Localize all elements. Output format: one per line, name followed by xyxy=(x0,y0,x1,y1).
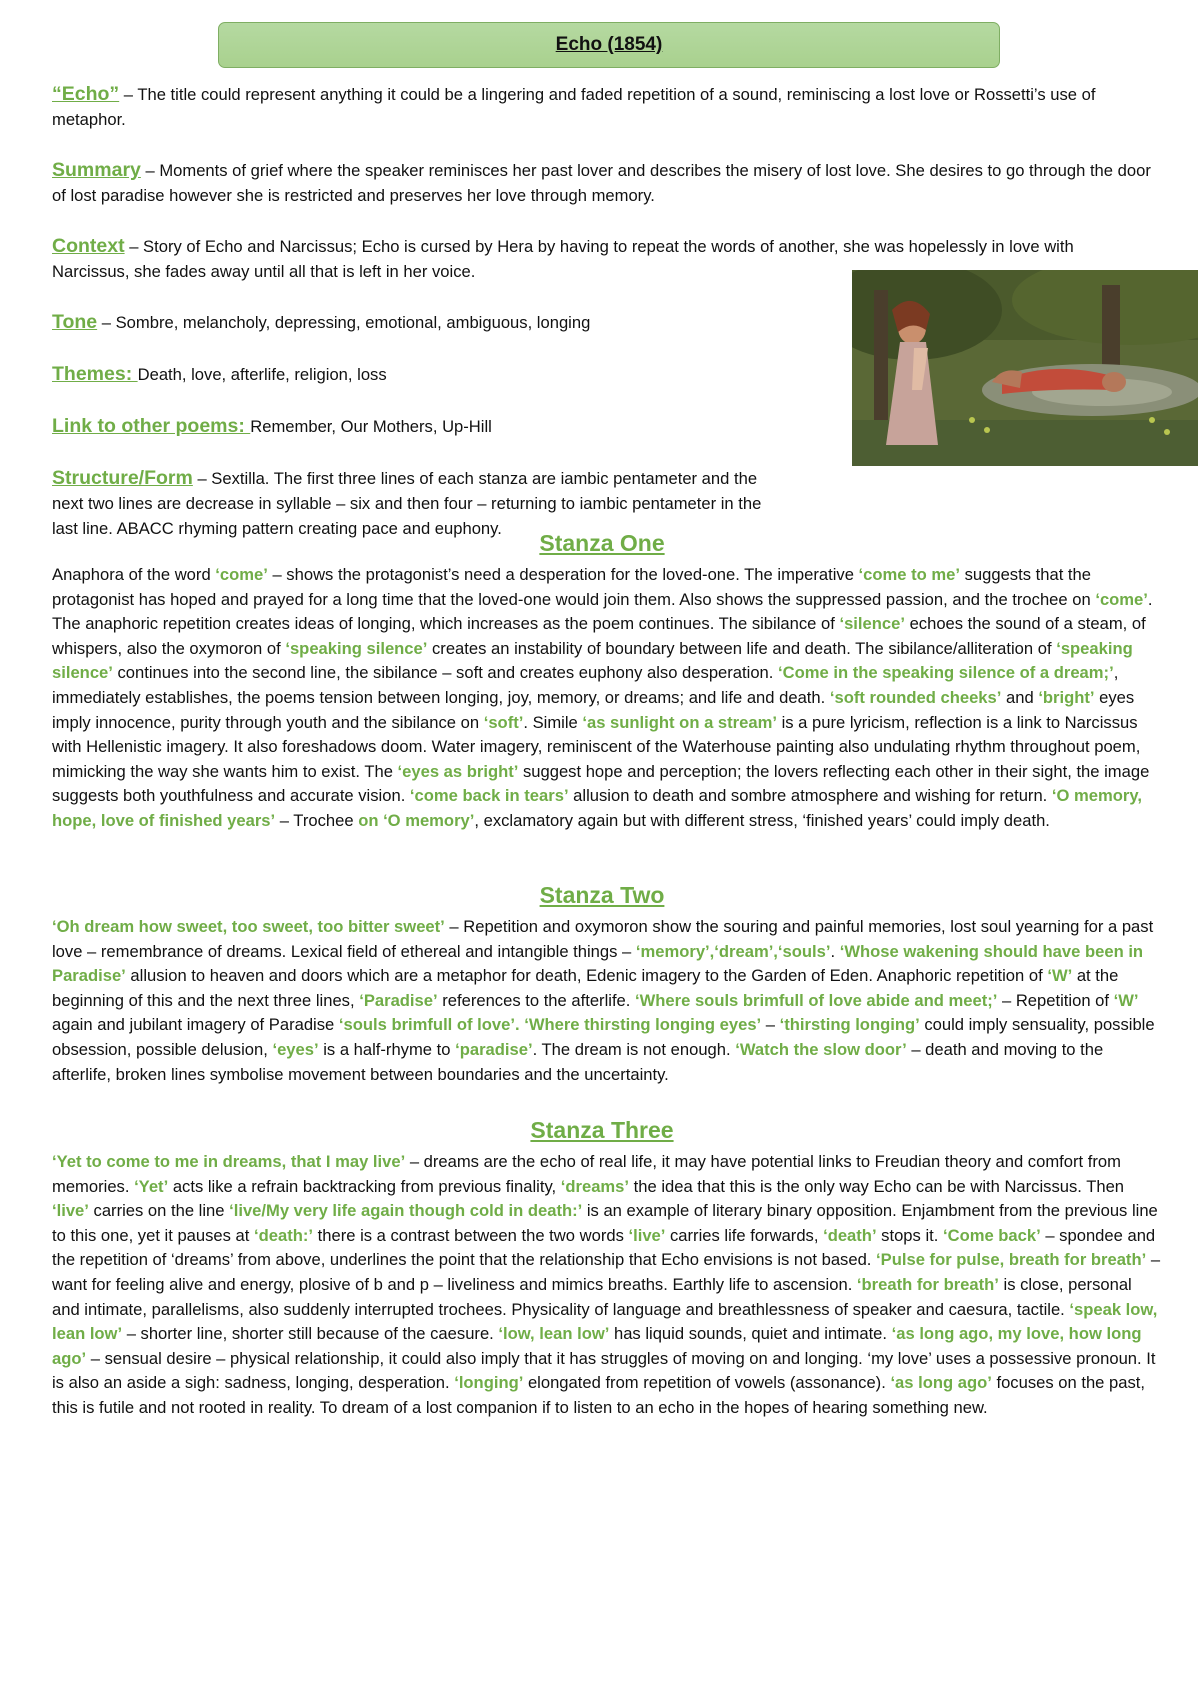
analysis-text: again and jubilant imagery of Paradise xyxy=(52,1015,339,1035)
analysis-text: . xyxy=(830,941,840,961)
summary-text: – Moments of grief where the speaker reminisces her past lover and describes the misery of lost love. She desires to go through the door of lost paradise however she is restricted and preserves her love through memory. xyxy=(52,161,1151,205)
quotation: ‘Paradise’ xyxy=(359,990,438,1010)
analysis-text: focuses on the past, this is futile and not rooted in reality. To dream of a lost companion if to listen to an echo in the hopes of hearing something new. xyxy=(52,1373,1145,1417)
analysis-text: the idea that this is the only way Echo can be with Narcissus. Then xyxy=(629,1176,1125,1196)
summary-paragraph xyxy=(52,158,1152,208)
analysis-text: carries life forwards, xyxy=(665,1225,824,1245)
quotation: ‘live’ xyxy=(52,1201,89,1221)
stanza-two-heading: Stanza Two xyxy=(539,882,665,908)
stanza-two-text xyxy=(52,915,1162,1087)
quotation: ‘Yet’ xyxy=(134,1176,169,1196)
echo-narcissus-painting-icon xyxy=(852,270,1198,466)
analysis-text: echoes the sound of a steam, of whispers, also the oxymoron of xyxy=(52,614,1146,658)
quotation: ‘live/My very life again though cold in death:’ xyxy=(229,1201,583,1221)
analysis-text: eyes imply innocence, purity through youth and the sibilance on xyxy=(52,687,1135,732)
quotation: ‘eyes’ xyxy=(272,1039,319,1059)
quotation: ‘paradise’ xyxy=(455,1039,533,1059)
stanza-three-heading: Stanza Three xyxy=(530,1117,674,1143)
analysis-text: . The anaphoric repetition creates ideas of longing, which increases as the poem continues. The sibilance of xyxy=(52,589,1153,634)
quotation: ‘soft rounded cheeks’ xyxy=(829,687,1002,707)
analysis-text: continues into the second line, the sibilance – soft and creates euphony also desperation. xyxy=(112,663,779,683)
quotation: ‘as long ago, my love, how long ago’ xyxy=(52,1324,1142,1368)
analysis-text: allusion to heaven and doors which are a metaphor for death, Edenic imagery to the Garden of Eden. Anaphoric repetition of xyxy=(125,966,1048,986)
quotation: ‘soft’ xyxy=(483,712,524,732)
analysis-text: is a pure lyricism, reflection is a link to Narcissus with Hellenistic imagery. It also foreshadows doom. Water imagery, reminiscent of the Waterhouse painting also undulating rhythm throughout poem, mimicking the way she wants him to exist. The xyxy=(52,712,1141,781)
painting-image xyxy=(852,270,1198,466)
themes-label: Themes: xyxy=(52,363,138,385)
tone-label: Tone xyxy=(52,311,98,333)
analysis-text: – death and moving to the afterlife, broken lines symbolise movement between boundaries and the uncertainty. xyxy=(52,1039,1104,1084)
quotation: ‘Where souls brimfull of love abide and meet;’ xyxy=(635,990,998,1010)
analysis-text: . The dream is not enough. xyxy=(532,1039,736,1059)
analysis-text: – dreams are the echo of real life, it may have potential links to Freudian theory and comfort from memories. xyxy=(52,1152,1121,1196)
quotation: ‘breath for breath’ xyxy=(856,1274,999,1294)
analysis-text: – want for feeling alive and energy, plosive of b and p – liveliness and mimics breaths. Earthly life to ascension. xyxy=(52,1250,1161,1294)
context-text: – Story of Echo and Narcissus; Echo is cursed by Hera by having to repeat the words of another, she was hopelessly in love with Narcissus, she fades away until all that is left in her voice. xyxy=(52,237,1074,281)
analysis-text: creates an instability of boundary between life and death. The sibilance/alliteration of xyxy=(427,638,1057,658)
stanza-one-heading: Stanza One xyxy=(539,530,665,556)
analysis-text: carries on the line xyxy=(88,1201,230,1221)
context-label: Context xyxy=(52,235,125,257)
quotation: ‘W’ xyxy=(1113,990,1139,1010)
quotation: ‘eyes as bright’ xyxy=(397,761,519,781)
quotation: ‘live’ xyxy=(628,1225,666,1245)
links-text: Remember, Our Mothers, Up-Hill xyxy=(250,417,492,436)
quotation: ‘as long ago’ xyxy=(890,1373,992,1393)
quotation: ‘dreams’ xyxy=(560,1176,630,1196)
analysis-text: has liquid sounds, quiet and intimate. xyxy=(609,1324,892,1344)
links-label: Link to other poems: xyxy=(52,415,251,437)
quotation: ‘W’ xyxy=(1047,966,1073,986)
quotation: ‘thirsting longing’ xyxy=(779,1015,920,1035)
analysis-text: is an example of literary binary opposition. Enjambment from the previous line to this one, yet it pauses at xyxy=(52,1201,1158,1245)
analysis-text: , immediately establishes, the poems tension between longing, joy, memory, or dreams; and life and death. xyxy=(52,663,1119,707)
quotation: ‘speaking silence’ xyxy=(285,638,428,658)
quotation: ‘death’ xyxy=(823,1225,877,1245)
analysis-text: suggests that the protagonist has hoped and prayed for a long time that the loved-one would join them. Also shows the suppressed passion, and the trochee on xyxy=(52,565,1096,609)
quotation: ‘Come in the speaking silence of a dream;’ xyxy=(778,663,1114,683)
analysis-text: – shorter line, shorter still because of the caesure. xyxy=(122,1324,499,1344)
quotation: ‘Watch the slow door’ xyxy=(735,1039,907,1059)
analysis-text: allusion to death and sombre atmosphere and wishing for return. xyxy=(568,786,1052,806)
quotation: ‘bright’ xyxy=(1038,687,1095,707)
analysis-text: could imply sensuality, possible obsession, possible delusion, xyxy=(52,1015,1155,1059)
analysis-text: – spondee and the repetition of ‘dreams’ from above, underlines the point that the relationship that Echo envisions is not based. xyxy=(52,1225,1156,1270)
quotation: ‘come’ xyxy=(1095,589,1148,609)
quotation: ‘silence’ xyxy=(839,614,905,634)
analysis-text: at the beginning of this and the next three lines, xyxy=(52,966,1119,1010)
quotation: ‘longing’ xyxy=(454,1373,524,1393)
tone-text: – Sombre, melancholy, depressing, emotional, ambiguous, longing xyxy=(97,313,591,332)
page-title: Echo (1854) xyxy=(555,34,663,55)
analysis-text: – shows the protagonist’s need a desperation for the loved-one. The imperative xyxy=(267,565,859,584)
themes-text: Death, love, afterlife, religion, loss xyxy=(137,365,387,384)
analysis-text: Anaphora of the word xyxy=(52,565,216,584)
quotation: ‘low, lean low’ xyxy=(498,1324,610,1344)
quotation: ‘Pulse for pulse, breath for breath’ xyxy=(876,1250,1147,1270)
summary-label: Summary xyxy=(52,159,141,181)
analysis-text: – Repetition and oxymoron show the souring and painful memories, lost soul yearning for a past love – remembrance of dreams. Lexical field of ethereal and intangible things – xyxy=(52,917,1154,961)
echo-label: “Echo” xyxy=(52,83,120,105)
quotation: ‘memory’,‘dream’,‘souls’ xyxy=(635,941,831,961)
themes-paragraph xyxy=(52,362,782,387)
quotation: ‘Yet to come to me in dreams, that I may live’ xyxy=(52,1152,406,1171)
stanza-one-text xyxy=(52,563,1162,834)
analysis-text: – xyxy=(761,1015,780,1035)
quotation: ‘speak low, lean low’ xyxy=(52,1299,1158,1344)
stanza-three-text xyxy=(52,1150,1162,1421)
quotation: ‘as sunlight on a stream’ xyxy=(582,712,777,732)
links-paragraph xyxy=(52,414,782,439)
tone-paragraph xyxy=(52,310,782,335)
echo-paragraph xyxy=(52,82,1152,132)
quotation: ‘Come back’ xyxy=(942,1225,1041,1245)
analysis-text: is close, personal and intimate, parallelisms, also suddenly interrupted trochees. Physicality of language and breathlessness of speaker and caesura, tactile. xyxy=(52,1274,1132,1319)
analysis-text: there is a contrast between the two words xyxy=(313,1225,629,1245)
quotation: ‘souls brimfull of love’. ‘Where thirsting longing eyes’ xyxy=(338,1015,762,1035)
analysis-text: . Simile xyxy=(523,712,583,732)
quotation: ‘death:’ xyxy=(254,1225,314,1245)
analysis-text: is a half-rhyme to xyxy=(318,1039,456,1059)
quotation: ‘speaking silence’ xyxy=(52,638,1133,683)
analysis-text: stops it. xyxy=(876,1225,943,1245)
structure-text: – Sextilla. The first three lines of each stanza are iambic pentameter and the next two lines are decrease in syllable – six and then four – returning to iambic pentameter in the last line. ABACC rhyming pattern creating pace and euphony. xyxy=(52,469,762,538)
analysis-text: and xyxy=(1001,687,1039,707)
quotation: ‘Whose wakening should have been in Paradise’ xyxy=(52,941,1144,986)
quotation: ‘come’ xyxy=(215,565,268,584)
quotation: ‘come back in tears’ xyxy=(409,786,569,806)
analysis-text: acts like a refrain backtracking from previous finality, xyxy=(168,1176,561,1196)
analysis-text: suggest hope and perception; the lovers reflecting each other in their sight, the image suggests both youthfulness and accurate vision. xyxy=(52,761,1150,806)
analysis-text: references to the afterlife. xyxy=(437,990,636,1010)
quotation: on ‘O memory’ xyxy=(358,810,475,830)
quotation: ‘Oh dream how sweet, too sweet, too bitter sweet’ xyxy=(52,917,445,936)
analysis-text: – sensual desire – physical relationship, it could also imply that it has struggles of moving on and longing. ‘my love’ uses a possessive pronoun. It is also an aside a sigh: sadness, longing, desperation. xyxy=(52,1348,1156,1393)
quotation: ‘O memory, hope, love of finished years’ xyxy=(52,786,1142,830)
analysis-text: , exclamatory again but with different stress, ‘finished years’ could imply death. xyxy=(474,810,1050,830)
analysis-text: elongated from repetition of vowels (assonance). xyxy=(523,1373,891,1393)
analysis-text: – Trochee xyxy=(275,810,359,830)
echo-text: – The title could represent anything it could be a lingering and faded repetition of a sound, reminiscing a lost love or Rossetti’s use of metaphor. xyxy=(52,85,1096,129)
analysis-text: – Repetition of xyxy=(997,990,1114,1010)
structure-label: Structure/Form xyxy=(52,467,193,489)
title-banner xyxy=(218,22,1000,68)
quotation: ‘come to me’ xyxy=(858,565,960,584)
